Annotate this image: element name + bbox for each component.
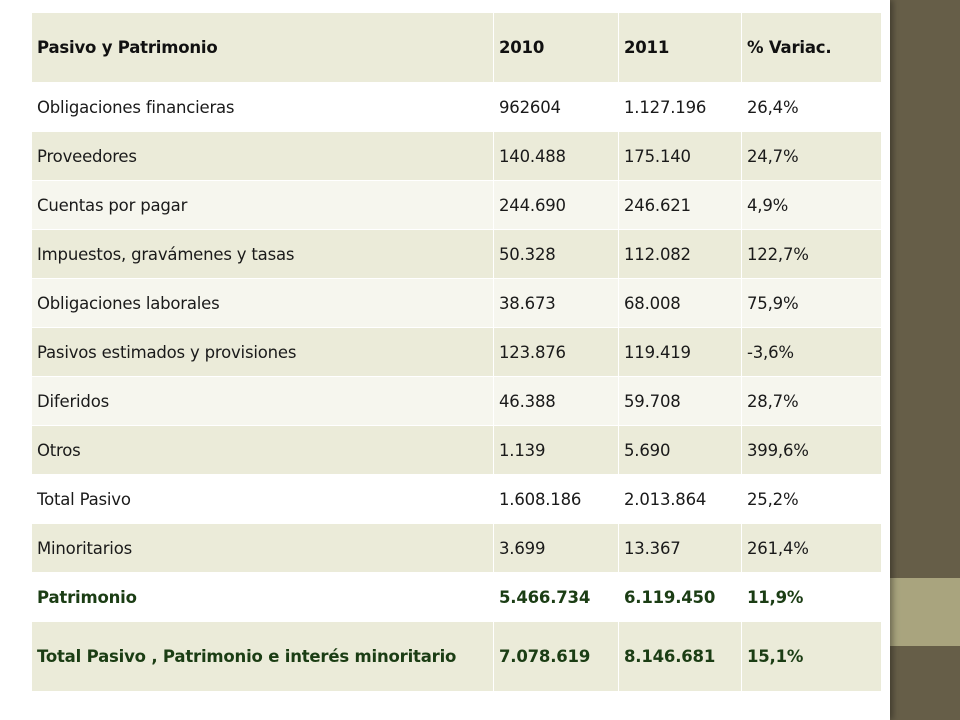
table-row [32,573,882,622]
balance-table [31,12,882,692]
value-2010-cell: 1.608.186 [494,475,619,524]
variation-cell: 26,4% [742,83,882,132]
header-cell-variation: % Variac. [742,13,882,83]
value-2010-cell: 7.078.619 [494,622,619,692]
value-2011-cell: 8.146.681 [619,622,742,692]
value-2011-cell: 1.127.196 [619,83,742,132]
value-2011-cell: 119.419 [619,328,742,377]
variation-cell: 75,9% [742,279,882,328]
concept-cell: Otros [32,426,494,475]
value-2010-cell: 962604 [494,83,619,132]
value-2011-cell: 5.690 [619,426,742,475]
variation-cell: 15,1% [742,622,882,692]
table-row [32,426,882,475]
balance-table-body [32,13,882,692]
concept-cell: Total Pasivo [32,475,494,524]
table-row [32,132,882,181]
table-row [32,279,882,328]
concept-cell: Cuentas por pagar [32,181,494,230]
variation-cell: 4,9% [742,181,882,230]
variation-cell: 261,4% [742,524,882,573]
concept-cell: Patrimonio [32,573,494,622]
value-2011-cell: 175.140 [619,132,742,181]
header-cell-concept: Pasivo y Patrimonio [32,13,494,83]
value-2011-cell: 68.008 [619,279,742,328]
variation-cell: 25,2% [742,475,882,524]
value-2011-cell: 6.119.450 [619,573,742,622]
concept-cell: Minoritarios [32,524,494,573]
value-2010-cell: 46.388 [494,377,619,426]
table-row [32,524,882,573]
concept-cell: Obligaciones financieras [32,83,494,132]
value-2011-cell: 2.013.864 [619,475,742,524]
table-row [32,622,882,692]
concept-cell: Total Pasivo , Patrimonio e interés minoritario [32,622,494,692]
variation-cell: 122,7% [742,230,882,279]
value-2010-cell: 140.488 [494,132,619,181]
table-row [32,328,882,377]
header-cell-2011: 2011 [619,13,742,83]
value-2011-cell: 246.621 [619,181,742,230]
concept-cell: Pasivos estimados y provisiones [32,328,494,377]
table-row [32,475,882,524]
variation-cell: 28,7% [742,377,882,426]
value-2010-cell: 3.699 [494,524,619,573]
table-row [32,377,882,426]
concept-cell: Obligaciones laborales [32,279,494,328]
value-2010-cell: 123.876 [494,328,619,377]
table-row [32,230,882,279]
table-row [32,181,882,230]
concept-cell: Impuestos, gravámenes y tasas [32,230,494,279]
value-2011-cell: 112.082 [619,230,742,279]
side-accent-block [890,578,960,646]
value-2011-cell: 59.708 [619,377,742,426]
table-row [32,83,882,132]
variation-cell: -3,6% [742,328,882,377]
value-2010-cell: 5.466.734 [494,573,619,622]
concept-cell: Proveedores [32,132,494,181]
variation-cell: 399,6% [742,426,882,475]
variation-cell: 24,7% [742,132,882,181]
variation-cell: 11,9% [742,573,882,622]
value-2011-cell: 13.367 [619,524,742,573]
value-2010-cell: 38.673 [494,279,619,328]
value-2010-cell: 50.328 [494,230,619,279]
value-2010-cell: 1.139 [494,426,619,475]
table-header-row [32,13,882,83]
concept-cell: Diferidos [32,377,494,426]
header-cell-2010: 2010 [494,13,619,83]
value-2010-cell: 244.690 [494,181,619,230]
